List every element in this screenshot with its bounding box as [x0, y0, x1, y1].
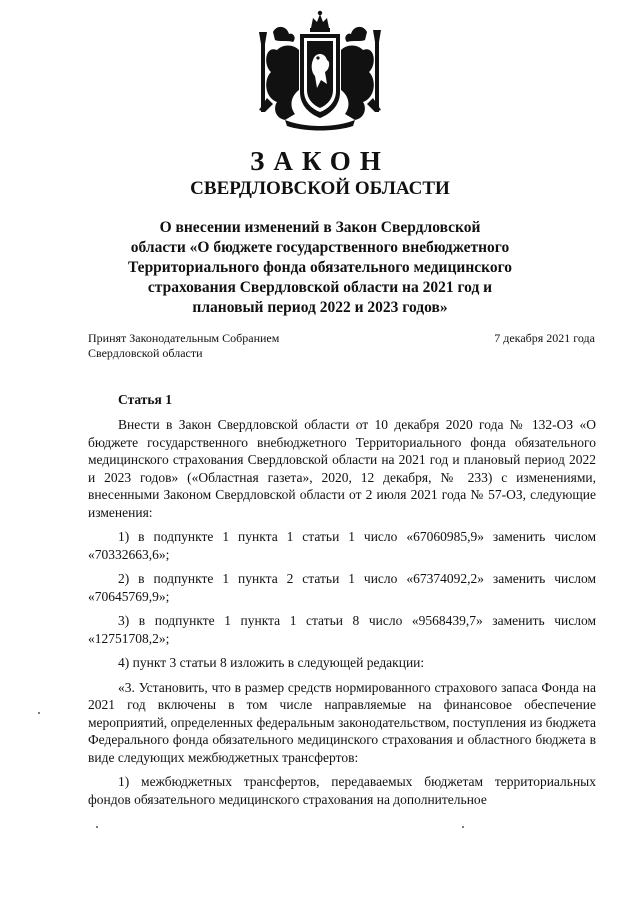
- coat-of-arms-emblem: [255, 10, 385, 132]
- article-paragraph: Внести в Закон Свердловской области от 10 декабря 2020 года № 132-ОЗ «О бюджете государственного внебюджетного Территориального фонда обязательного медицинского страхования Свердловской области на 2021 год и плановый период 2022 и 2023 годов» («Областная газета», 2020, 12 декабря, № 233) с изменениями, внесенными Законом Свердловской области от 2 июля 2021 года № 57-ОЗ, следующие изменения:: [88, 417, 596, 520]
- article-paragraph: 3) в подпункте 1 пункта 1 статьи 8 число «9568439,7» заменить числом «12751708,2»;: [88, 613, 596, 646]
- article-paragraph: 4) пункт 3 статьи 8 изложить в следующей редакции:: [118, 655, 425, 670]
- article-title: Статья 1: [118, 392, 172, 407]
- article-body: [88, 416, 596, 815]
- scan-speck: [462, 826, 464, 828]
- heading-line: области «О бюджете государственного внебюджетного: [130, 239, 510, 256]
- law-title: ЗАКОН: [250, 146, 390, 176]
- heading-line: плановый период 2022 и 2023 годов»: [192, 299, 448, 316]
- article-paragraph: 1) межбюджетных трансфертов, передаваемых бюджетам территориальных фондов обязательного медицинского страхования на дополнительное: [88, 774, 596, 807]
- article-paragraph: «3. Установить, что в размер средств нормированного страхового запаса Фонда на 2021 год включены в том числе направляемые на финансовое обеспечение мероприятий, определенных федеральным законодательством, поступления из бюджета Федерального фонда обязательного медицинского страхования и областного бюджета в виде следующих межбюджетных трансфертов:: [88, 679, 596, 765]
- adoption-line: Свердловской области: [88, 346, 203, 360]
- heading-line: страхования Свердловской области на 2021 год и: [147, 279, 493, 296]
- adoption-info: [88, 331, 348, 361]
- article-paragraph: 2) в подпункте 1 пункта 2 статьи 1 число «67374092,2» заменить числом «70645769,9»;: [88, 571, 596, 604]
- law-subtitle: СВЕРДЛОВСКОЙ ОБЛАСТИ: [190, 178, 450, 199]
- heading-line: О внесении изменений в Закон Свердловской: [159, 219, 481, 236]
- scan-speck: [38, 712, 40, 714]
- document-heading: [105, 218, 535, 318]
- scan-speck: [96, 826, 98, 828]
- article-paragraph: 1) в подпункте 1 пункта 1 статьи 1 число «67060985,9» заменить числом «70332663,6»;: [88, 529, 596, 562]
- heading-line: Территориального фонда обязательного медицинского: [127, 259, 513, 276]
- adoption-line: Принят Законодательным Собранием: [88, 331, 280, 345]
- adoption-date: 7 декабря 2021 года: [494, 331, 595, 345]
